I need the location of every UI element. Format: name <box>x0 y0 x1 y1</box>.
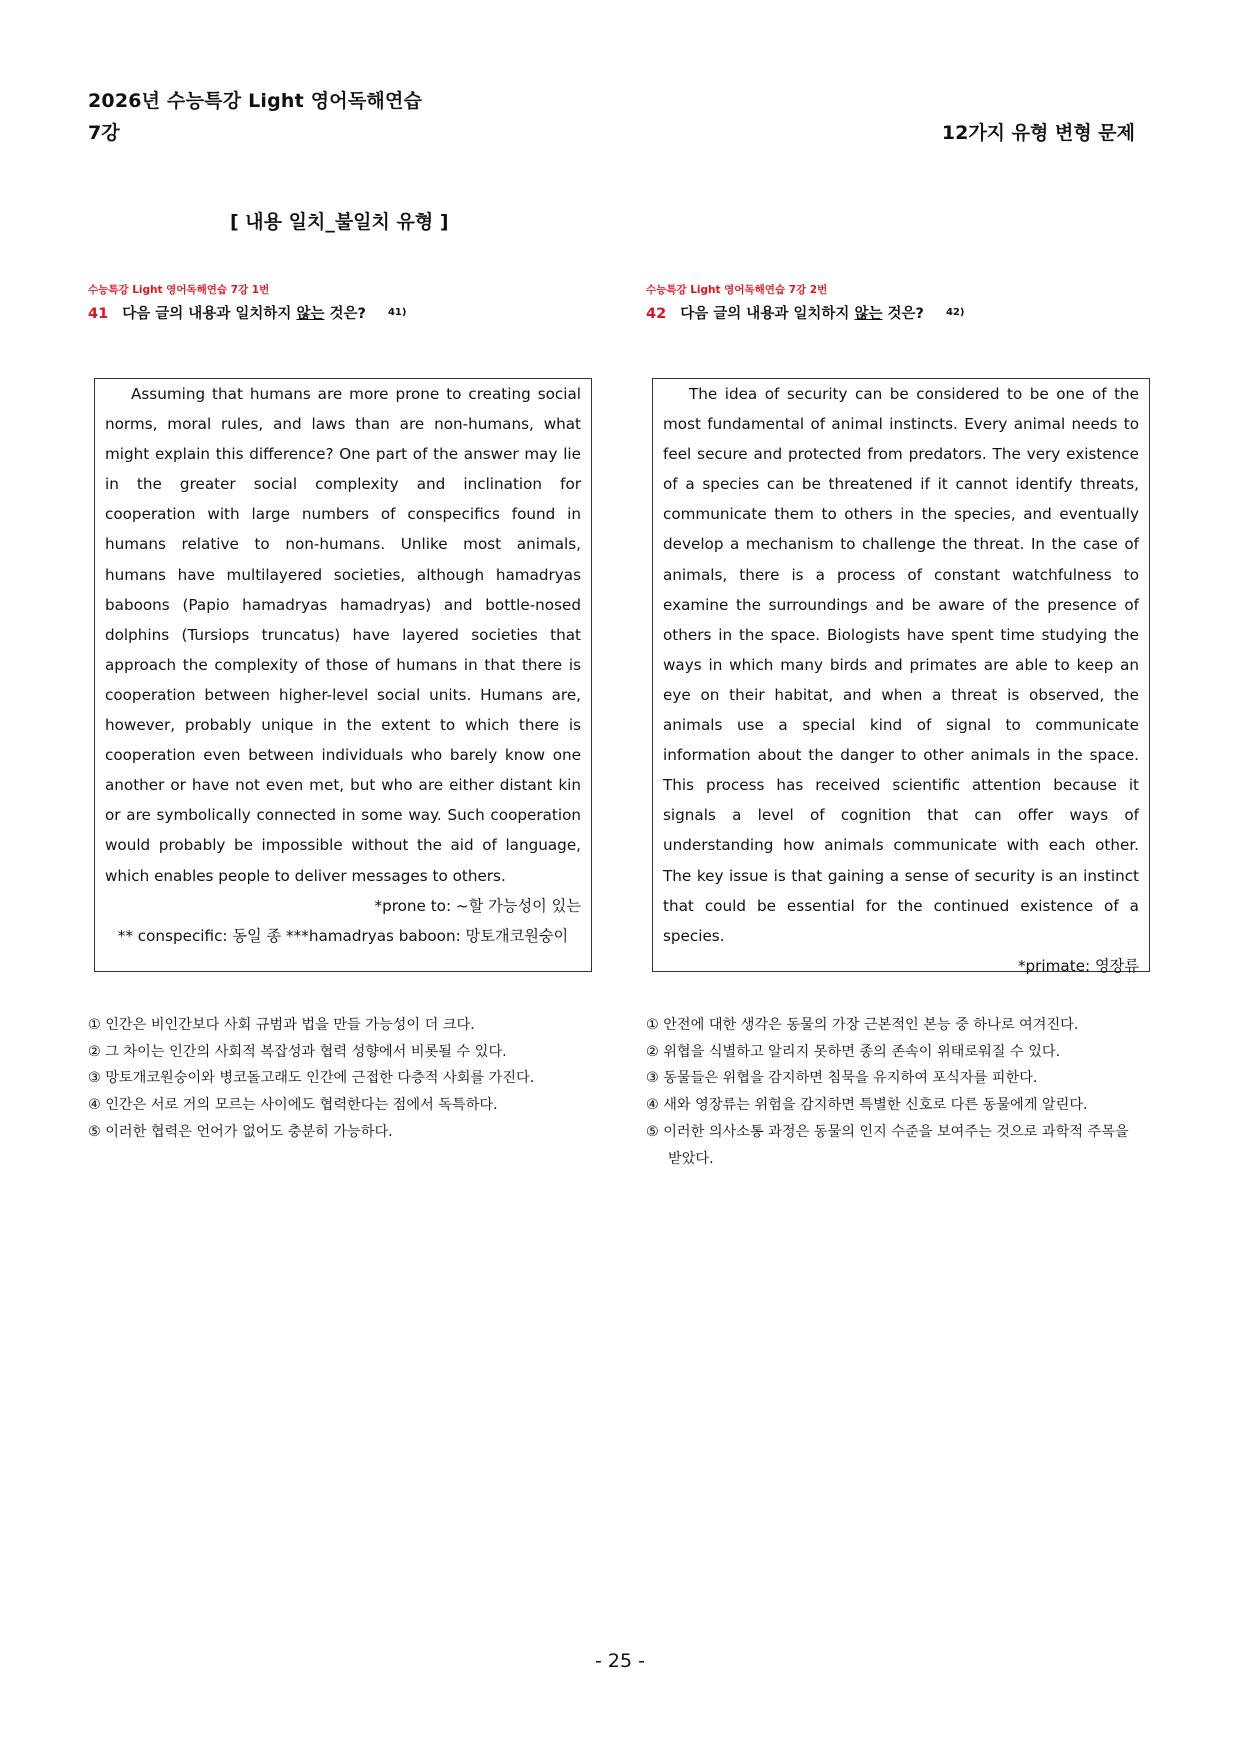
passage-text: Assuming that humans are more prone to creating social norms, moral rules, and laws than are non-humans, what might explain this difference? One part of the answer may lie in the greater social complexity and inclination for cooperation with large numbers of conspecifics found in humans relative to non-humans. Unlike most animals, humans have multilayered societies, although hamadryas baboons (Papio hamadryas hamadryas) and bottle-nosed dolphins (Tursiops truncatus) have layered societies that approach the complexity of those of humans in that there is cooperation between higher-level social units. Humans are, however, probably unique in the extent to which there is cooperation even between individuals who barely know one another or have not even met, but who are either distant kin or are symbolically connected in some way. Such cooperation would probably be impossible without the aid of language, which enables people to deliver messages to others. <box>105 385 581 885</box>
question-prompt <box>646 302 964 323</box>
choice-5[interactable]: ⑤ 이러한 의사소통 과정은 동물의 인지 수준을 보여주는 것으로 과학적 주목을 받았다. <box>646 1123 1129 1167</box>
prompt-text: 다음 글의 내용과 일치하지 <box>122 306 297 322</box>
choice-3[interactable]: ③ 망토개코원숭이와 병코돌고래도 인간에 근접한 다층적 사회를 가진다. <box>88 1070 535 1087</box>
answer-choices <box>88 1012 608 1146</box>
prompt-text-end: 것은? <box>882 306 924 322</box>
passage-text: The idea of security can be considered to be one of the most fundamental of animal instincts. Every animal needs to feel secure and protected from predators. The very existence of a species can be threatened if it cannot identify threats, communicate them to others in the species, and eventually develop a mechanism to challenge the threat. In the case of animals, there is a process of constant watchfulness to examine the surroundings and be aware of the presence of others in the space. Biologists have spent time studying the ways in which many birds and primates are able to keep an eye on their habitat, and when a threat is observed, the animals use a special kind of signal to communicate information about the danger to other animals in the space. This process has received scientific attention because it signals a level of cognition that can offer ways of understanding how animals communicate with each other. The key issue is that gaining a sense of security is an instinct that could be essential for the continued existence of a species. <box>663 385 1139 945</box>
vocab-note: ** conspecific: 동일 종 ***hamadryas baboon: 망토개코원숭이 <box>117 926 569 945</box>
vocab-note: *prone to: ~할 가능성이 있는 <box>374 896 581 915</box>
choice-1[interactable]: ① 인간은 비인간보다 사회 규범과 법을 만들 가능성이 더 크다. <box>88 1017 475 1033</box>
vocab-note: *primate: 영장류 <box>1017 956 1139 975</box>
section-title: [ 내용 일치_불일치 유형 ] <box>230 211 449 233</box>
choice-4[interactable]: ④ 새와 영장류는 위험을 감지하면 특별한 신호로 다른 동물에게 알린다. <box>646 1097 1088 1114</box>
choice-2[interactable]: ② 그 차이는 인간의 사회적 복잡성과 협력 성향에서 비롯될 수 있다. <box>88 1043 507 1060</box>
choice-3[interactable]: ③ 동물들은 위협을 감지하면 침묵을 유지하여 포식자를 피한다. <box>646 1070 1038 1087</box>
choice-2[interactable]: ② 위협을 식별하고 알리지 못하면 종의 존속이 위태로워질 수 있다. <box>646 1043 1061 1060</box>
choice-5[interactable]: ⑤ 이러한 협력은 언어가 없어도 충분히 가능하다. <box>88 1123 393 1140</box>
question-number: 41 <box>88 306 109 322</box>
lesson-label: 7강 <box>88 122 120 144</box>
document-title: 2026년 수능특강 Light 영어독해연습 <box>88 90 423 112</box>
choice-1[interactable]: ① 안전에 대한 생각은 동물의 가장 근본적인 본능 중 하나로 여겨진다. <box>646 1017 1079 1033</box>
prompt-underlined: 않는 <box>296 306 325 322</box>
prompt-underlined: 않는 <box>854 306 883 322</box>
choice-4[interactable]: ④ 인간은 서로 거의 모르는 사이에도 협력한다는 점에서 독특하다. <box>88 1097 498 1114</box>
footnote-ref: 42) <box>945 307 965 318</box>
answer-choices <box>646 1012 1146 1172</box>
prompt-text: 다음 글의 내용과 일치하지 <box>680 306 855 322</box>
problem-type-label: 12가지 유형 변형 문제 <box>941 122 1135 144</box>
footnote-ref: 41) <box>387 307 407 318</box>
passage-box <box>94 378 592 972</box>
prompt-text-end: 것은? <box>324 306 366 322</box>
passage-box <box>652 378 1150 975</box>
page-number: - 25 - <box>595 1650 645 1672</box>
question-prompt <box>88 302 406 323</box>
question-source: 수능특강 Light 영어독해연습 7강 1번 <box>88 284 270 296</box>
question-source: 수능특강 Light 영어독해연습 7강 2번 <box>646 284 828 296</box>
question-number: 42 <box>646 306 667 322</box>
